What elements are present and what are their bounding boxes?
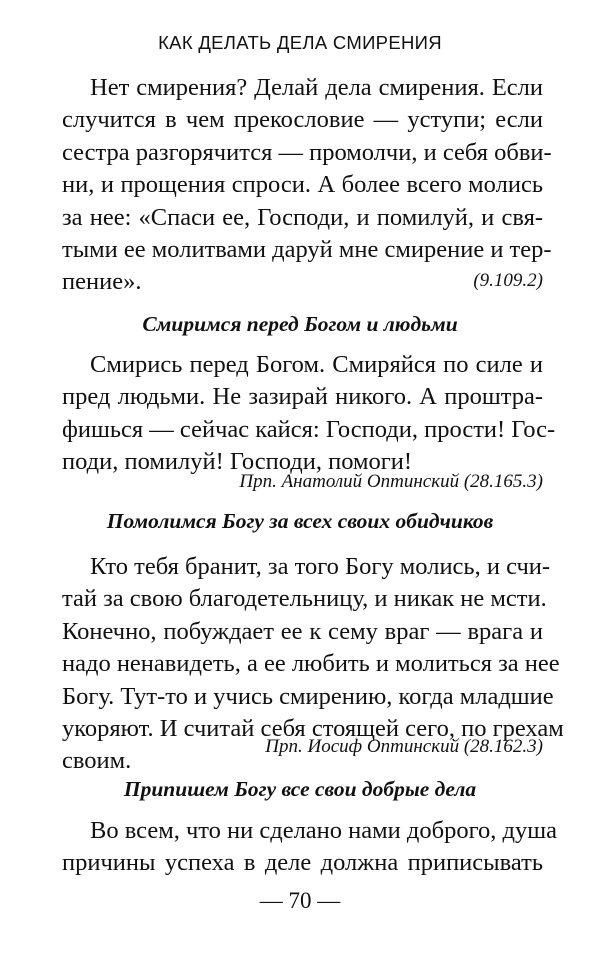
text-line: Богу. Тут-то и учись смирению, когда младшие — [62, 682, 554, 710]
text-line: Нет смирения? Делай дела смирения. Если — [90, 74, 543, 101]
text-line: за нее: «Спаси ее, Господи, и помилуй, и свя- — [62, 203, 543, 231]
paragraph-4 — [62, 815, 557, 880]
section-heading: Смиримся перед Богом и людьми — [142, 312, 458, 336]
running-header: КАК ДЕЛАТЬ ДЕЛА СМИРЕНИЯ — [158, 32, 442, 53]
text-line: Кто тебя бранит, за того Богу молись, и счи- — [90, 553, 551, 580]
text-line: ни, и прощения спроси. А более всего молись — [62, 171, 543, 199]
text-line: причины успеха в деле должна приписывать — [62, 849, 543, 877]
text-line: случится в чем прекословие — уступи; если — [62, 106, 543, 134]
text-line: Конечно, побуждает ее к сему враг — врага и — [62, 617, 543, 645]
text-line: Смирись перед Богом. Смиряйся по силе и — [90, 351, 543, 378]
paragraph-2 — [62, 349, 556, 479]
paragraph-1 — [62, 72, 552, 299]
text-line: тыми ее молитвами даруй мне смирение и тер- — [62, 235, 552, 263]
page-number: — 70 — — [259, 888, 341, 913]
citation: Прп. Иосиф Оптинский (28.162.3) — [265, 736, 543, 757]
citation: Прп. Анатолий Оптинский (28.165.3) — [239, 471, 543, 492]
section-heading: Помолимся Богу за всех своих обидчиков — [106, 509, 494, 533]
text-line: надо ненавидеть, а ее любить и молиться за нее — [62, 650, 560, 678]
text-line: тай за свою благодетельницу, и никак не мсти. — [62, 585, 547, 613]
text-line: фишься — сейчас кайся: Господи, прости! Гос- — [62, 415, 556, 443]
citation: (9.109.2) — [473, 270, 543, 291]
text-line: пение». — [62, 268, 142, 296]
text-line: пред людьми. Не зазирай никого. А проштра- — [62, 383, 543, 411]
section-heading: Припишем Богу все свои добрые дела — [123, 777, 477, 801]
text-line: сестра разгорячится — промолчи, и себя обви- — [62, 138, 552, 166]
text-line: поди, помилуй! Господи, помоги! — [62, 448, 413, 476]
text-line: своим. — [62, 747, 132, 775]
text-line: укоряют. И считай себя стоящей сего, по грехам — [62, 714, 564, 742]
text-line: Во всем, что ни сделано нами доброго, душа — [90, 817, 557, 844]
